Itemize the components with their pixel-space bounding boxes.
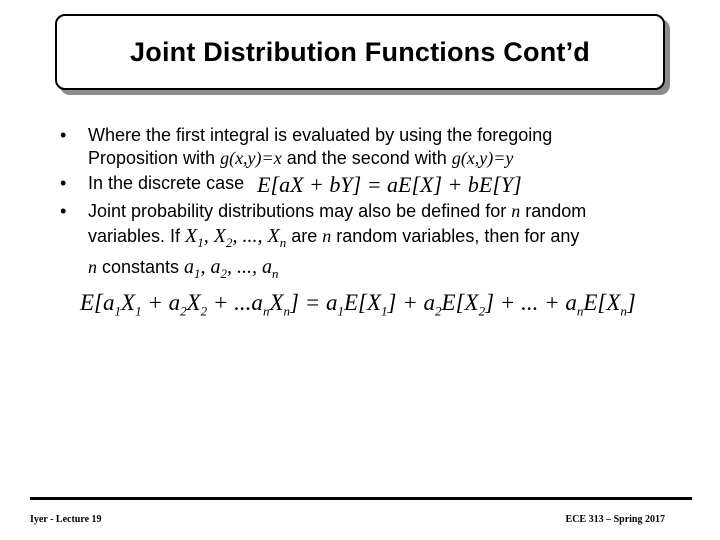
math-n: n <box>88 257 97 277</box>
title-box <box>55 14 665 90</box>
bullet-line <box>88 200 698 223</box>
bullet-text: variables. If <box>88 226 186 246</box>
bullet-dot-icon: • <box>60 201 67 221</box>
bullet-text: random variables, then for any <box>331 226 580 246</box>
linearity-of-expectation-equation: $E[a_1X_1 + a_2X_2 + ...a_nX_n] = a_1E[X_1] + a_2E[X_2]$ + ... + $a_nE[X_n]$ <box>80 290 636 319</box>
bullet-text: and the second with <box>281 148 452 168</box>
math-constants: $a_1$, $a_2$, ..., $a_n$ <box>184 256 279 281</box>
bullet-text: random <box>520 201 587 221</box>
bullet-list <box>58 124 698 285</box>
footer-divider <box>30 497 692 500</box>
bullet-text: Proposition with <box>88 148 221 168</box>
bullet-line: Where the first integral is evaluated by using the foregoing <box>88 125 553 145</box>
slide-title: Joint Distribution Functions Cont’d <box>130 36 590 67</box>
math-gy: g(x,y)=y <box>451 148 514 168</box>
math-n: n <box>511 201 521 221</box>
bullet-text: In the discrete case <box>88 173 245 193</box>
bullet-dot-icon: • <box>60 125 67 145</box>
bullet-discrete-case <box>58 172 698 196</box>
bullet-line <box>88 256 698 285</box>
bullet-text: constants <box>97 257 185 277</box>
bullet-dot-icon: • <box>60 173 67 193</box>
bullet-text: Joint probability distributions may also be defined for <box>88 201 512 221</box>
bullet-text: are <box>291 226 323 246</box>
math-n: n <box>322 226 332 246</box>
footer-course: ECE 313 – Spring 2017 <box>565 514 665 525</box>
bullet-line <box>88 147 698 170</box>
discrete-expectation-equation: E[aX + bY] = aE[X] + bE[Y] <box>257 172 522 197</box>
bullet-integral-note <box>58 124 698 170</box>
bullet-line <box>88 225 698 254</box>
footer-lecture: Iyer - Lecture 19 <box>30 514 102 525</box>
math-gx: g(x,y)=x <box>220 148 282 168</box>
math-random-variables: $X_1$, $X_2$, ..., $X_n$ <box>185 225 287 250</box>
bullet-n-random-variables <box>58 200 698 285</box>
